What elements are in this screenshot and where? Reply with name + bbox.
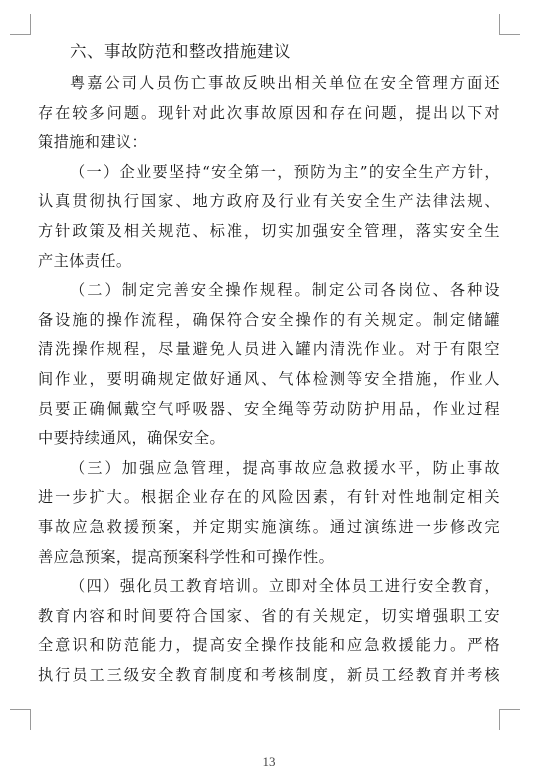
document-body <box>38 38 500 690</box>
paragraph-line: （三）加强应急管理，提高事故应急救援水平，防止事故 <box>70 458 500 477</box>
paragraph-line: 员要正确佩戴空气呼吸器、安全绳等劳动防护用品，作业过程 <box>38 399 500 418</box>
paragraph-line: 认真贯彻执行国家、地方政府及行业有关安全生产法律法规、 <box>38 192 500 211</box>
paragraph-item-3 <box>38 454 500 572</box>
paragraph-item-4 <box>38 572 500 690</box>
crop-mark-bottom-right <box>499 709 520 730</box>
paragraph-line: （一）企业要坚持“安全第一，预防为主”的安全生产方针， <box>70 162 500 181</box>
paragraph-line: 全意识和防范能力，提高安全操作技能和应急救援能力。严格 <box>38 636 500 655</box>
paragraph-line: （二）制定完善安全操作规程。制定公司各岗位、各种设 <box>70 281 500 300</box>
paragraph-line: 存在较多问题。现针对此次事故原因和存在问题，提出以下对 <box>38 103 500 122</box>
crop-mark-top-left <box>10 14 31 35</box>
section-heading: 六、事故防范和整改措施建议 <box>70 42 291 61</box>
paragraph-line: 粤嘉公司人员伤亡事故反映出相关单位在安全管理方面还 <box>70 74 500 92</box>
paragraph-line: 教育内容和时间要符合国家、省的有关规定，切实增强职工安 <box>38 606 500 625</box>
paragraph-line: 备设施的操作流程，确保符合安全操作的有关规定。制定储罐 <box>38 310 500 329</box>
paragraph-line: （四）强化员工教育培训。立即对全体员工进行安全教育， <box>70 577 500 596</box>
paragraph-line: 产主体责任。 <box>38 251 132 270</box>
paragraph-intro <box>38 69 500 158</box>
paragraph-line: 清洗操作规程，尽量避免人员进入罐内清洗作业。对于有限空 <box>38 340 500 359</box>
paragraph-line: 方针政策及相关规范、标准，切实加强安全管理，落实安全生 <box>38 221 500 240</box>
paragraph-line: 进一步扩大。根据企业存在的风险因素，有针对性地制定相关 <box>38 488 500 507</box>
paragraph-line: 间作业，要明确规定做好通风、气体检测等安全措施，作业人 <box>38 369 500 388</box>
crop-mark-bottom-left <box>10 709 31 730</box>
paragraph-line: 策措施和建议： <box>38 133 148 152</box>
paragraph-item-1 <box>38 158 500 276</box>
page-number: 13 <box>262 754 276 769</box>
paragraph-line: 中要持续通风，确保安全。 <box>38 429 226 448</box>
paragraph-line: 善应急预案，提高预案科学性和可操作性。 <box>38 547 335 566</box>
crop-mark-top-right <box>499 14 520 35</box>
paragraph-line: 执行员工三级安全教育制度和考核制度，新员工经教育并考核 <box>38 665 500 684</box>
paragraph-line: 事故应急救援预案，并定期实施演练。通过演练进一步修改完 <box>38 517 500 536</box>
paragraph-item-2 <box>38 276 500 454</box>
